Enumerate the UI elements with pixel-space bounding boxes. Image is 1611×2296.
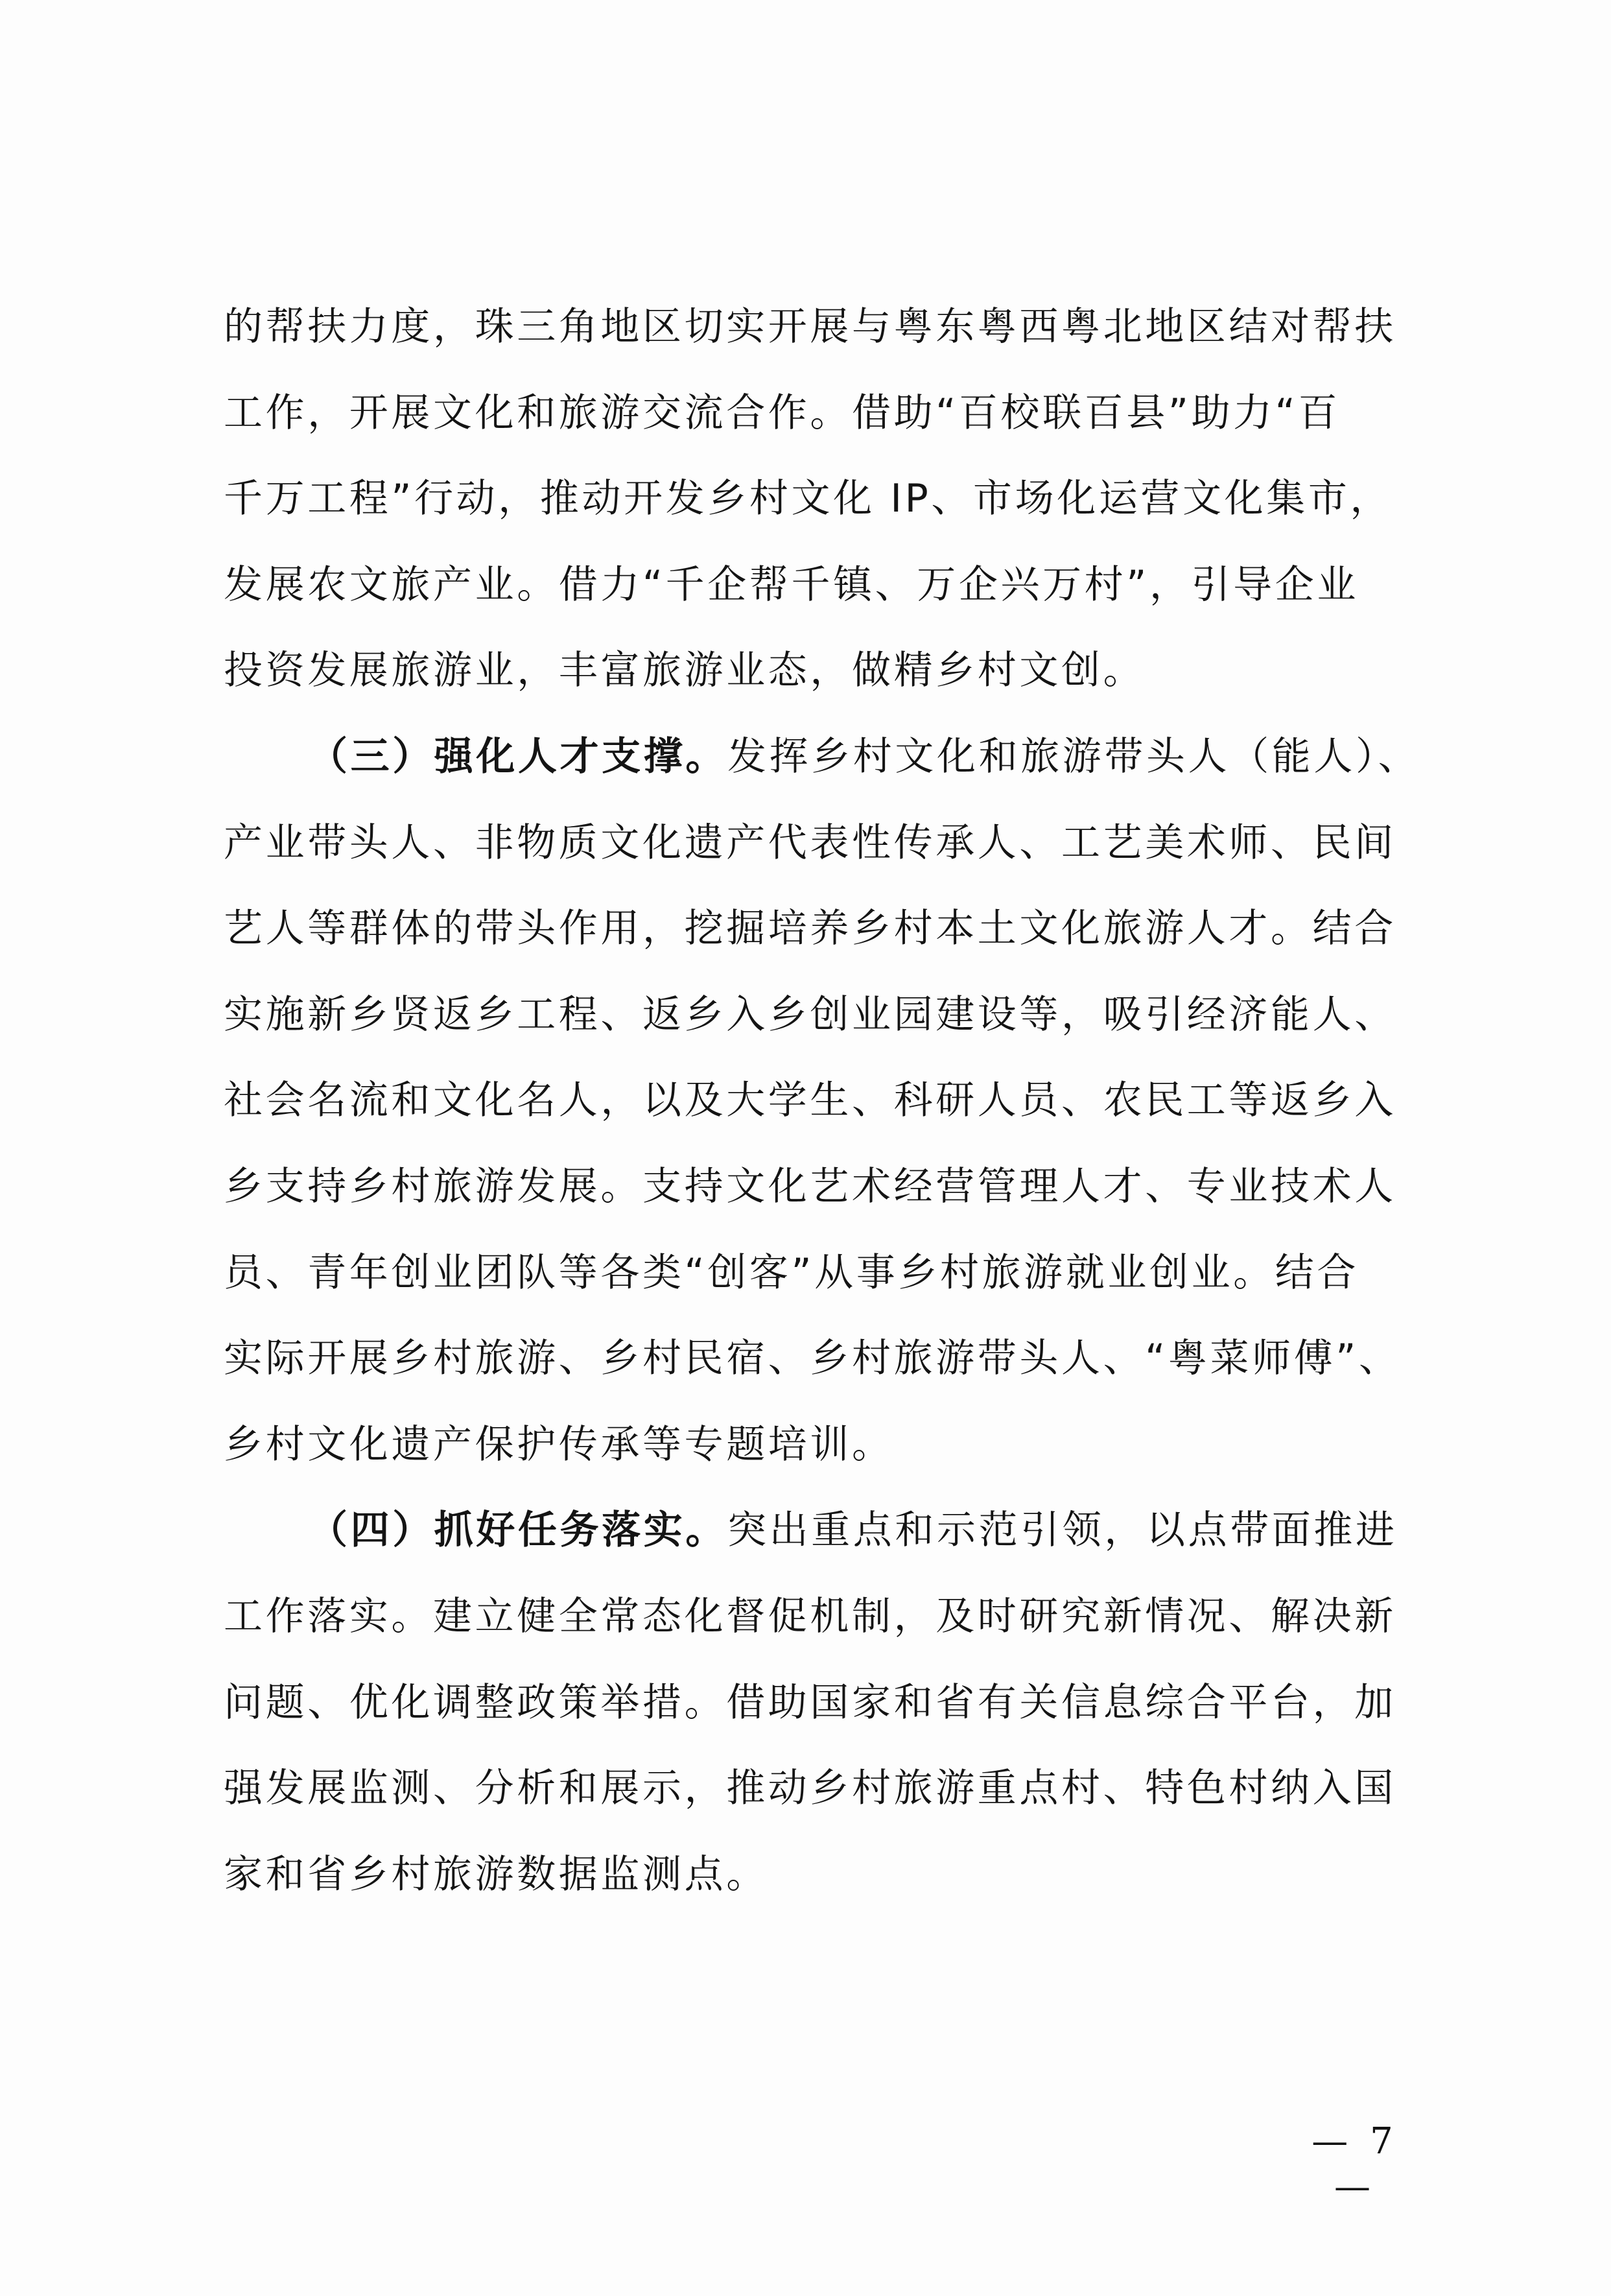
paragraph-first-line [224,714,1420,800]
text-line: 实施新乡贤返乡工程、返乡入乡创业园建设等，吸引经济能人、 [224,991,1396,1037]
text-line: 社会名流和文化名人，以及大学生、科研人员、农民工等返乡入 [224,1078,1396,1124]
text-line: 实际开展乡村旅游、乡村民宿、乡村旅游带头人、“粤菜师傅”、 [224,1336,1401,1382]
section-heading-implementation: （四）抓好任务落实。 [309,1508,727,1554]
text-line: 强发展监测、分析和展示，推动乡村旅游重点村、特色村纳入国 [224,1766,1396,1812]
text-span: 发挥乡村文化和旅游带头人（能人）、 [727,733,1420,779]
text-line: 艺人等群体的带头作用，挖掘培养乡村本土文化旅游人才。结合 [224,906,1396,952]
text-line: 千万工程”行动，推动开发乡村文化 IP、市场化运营文化集市， [224,476,1393,522]
paragraph-first-line [224,1487,1417,1574]
text-line: 工作落实。建立健全常态化督促机制，及时研究新情况、解决新 [224,1593,1396,1639]
text-span: 突出重点和示范引领，以点带面推进 [727,1508,1398,1554]
text-line: 员、青年创业团队等各类“创客”从事乡村旅游就业创业。结合 [224,1249,1359,1296]
text-line: 工作，开展文化和旅游交流合作。借助“百校联百县”助力“百 [224,390,1341,436]
text-line: 家和省乡村旅游数据监测点。 [224,1851,768,1897]
text-line: 的帮扶力度，珠三角地区切实开展与粤东粤西粤北地区结对帮扶 [224,304,1396,349]
text-line: 乡村文化遗产保护传承等专题培训。 [224,1421,894,1467]
page-number: — 7 — [1311,2120,1398,2208]
section-heading-talent: （三）强化人才支撑。 [309,733,727,779]
document-body [224,284,1420,1917]
text-line: 乡支持乡村旅游发展。支持文化艺术经营管理人才、专业技术人 [224,1163,1396,1209]
text-line: 产业带头人、非物质文化遗产代表性传承人、工艺美术师、民间 [224,820,1396,866]
text-line: 投资发展旅游业，丰富旅游业态，做精乡村文创。 [224,648,1146,694]
text-line: 发展农文旅产业。借力“千企帮千镇、万企兴万村”，引导企业 [224,562,1359,608]
text-line: 问题、优化调整政策举措。借助国家和省有关信息综合平台，加 [224,1679,1396,1725]
